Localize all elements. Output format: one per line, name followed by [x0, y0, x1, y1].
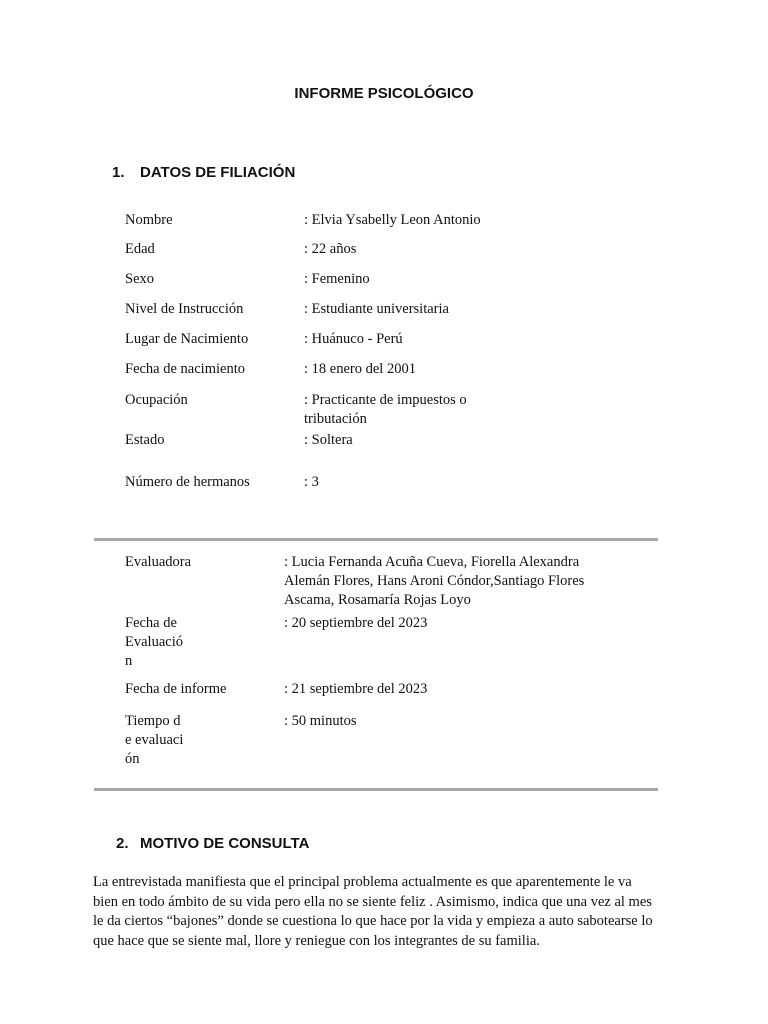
field-value-nombre: : Elvia Ysabelly Leon Antonio	[304, 212, 481, 228]
section-number: 1.	[112, 164, 125, 181]
field-value-sexo: : Femenino	[304, 271, 370, 287]
field-label-estado: Estado	[125, 432, 165, 448]
document-title: INFORME PSICOLÓGICO	[294, 85, 474, 102]
field-label-edad: Edad	[125, 241, 155, 257]
eval-value-fecha-informe: : 21 septiembre del 2023	[284, 681, 428, 697]
table-top-rule	[94, 538, 658, 541]
section-heading-filiacion	[112, 164, 295, 181]
field-value-edad: : 22 años	[304, 241, 357, 257]
field-value-estado: : Soltera	[304, 432, 353, 448]
eval-label-fecha-evaluacion: Fecha de Evaluación	[125, 615, 183, 669]
field-value-numero-hermanos: : 3	[304, 474, 319, 490]
eval-label-evaluadora: Evaluadora	[125, 554, 192, 570]
section-heading-motivo	[116, 835, 309, 852]
field-value-lugar-nacimiento: : Huánuco - Perú	[304, 331, 403, 347]
field-value-ocupacion: : Practicante de impuestos o tributación	[304, 392, 467, 427]
field-label-fecha-nacimiento: Fecha de nacimiento	[125, 361, 245, 377]
section-title: DATOS DE FILIACIÓN	[140, 164, 296, 181]
eval-label-fecha-informe: Fecha de informe	[125, 681, 227, 697]
eval-label-tiempo-evaluacion: Tiempo de evaluación	[125, 713, 184, 767]
field-value-nivel-instruccion: : Estudiante universitaria	[304, 301, 449, 317]
eval-value-tiempo-evaluacion: : 50 minutos	[284, 713, 357, 729]
motivo-paragraph: La entrevistada manifiesta que el principal problema actualmente es que aparentemente le va bien en todo ámbito de su vida pero ella no se siente feliz . Asimismo, indica que una vez al mes le da ciertos “bajones” donde se cuestiona lo que hace por la vida y empieza a auto sabotearse lo que hace que se siente mal, llore y reniegue con los integrantes de su familia.	[93, 874, 653, 949]
field-label-numero-hermanos: Número de hermanos	[125, 474, 250, 490]
eval-value-fecha-evaluacion: : 20 septiembre del 2023	[284, 615, 428, 631]
section-number: 2.	[116, 835, 129, 852]
table-bottom-rule	[94, 788, 658, 791]
field-label-nivel-instruccion: Nivel de Instrucción	[125, 301, 244, 317]
field-value-fecha-nacimiento: : 18 enero del 2001	[304, 361, 416, 377]
field-label-lugar-nacimiento: Lugar de Nacimiento	[125, 331, 249, 347]
section-title: MOTIVO DE CONSULTA	[140, 835, 310, 852]
field-label-ocupacion: Ocupación	[125, 392, 188, 408]
field-label-sexo: Sexo	[125, 271, 154, 287]
eval-value-evaluadora: : Lucia Fernanda Acuña Cueva, Fiorella Alexandra Alemán Flores, Hans Aroni Cóndor,Santiago Flores Ascama, Rosamaría Rojas Loyo	[284, 554, 585, 608]
field-label-nombre: Nombre	[125, 212, 173, 228]
